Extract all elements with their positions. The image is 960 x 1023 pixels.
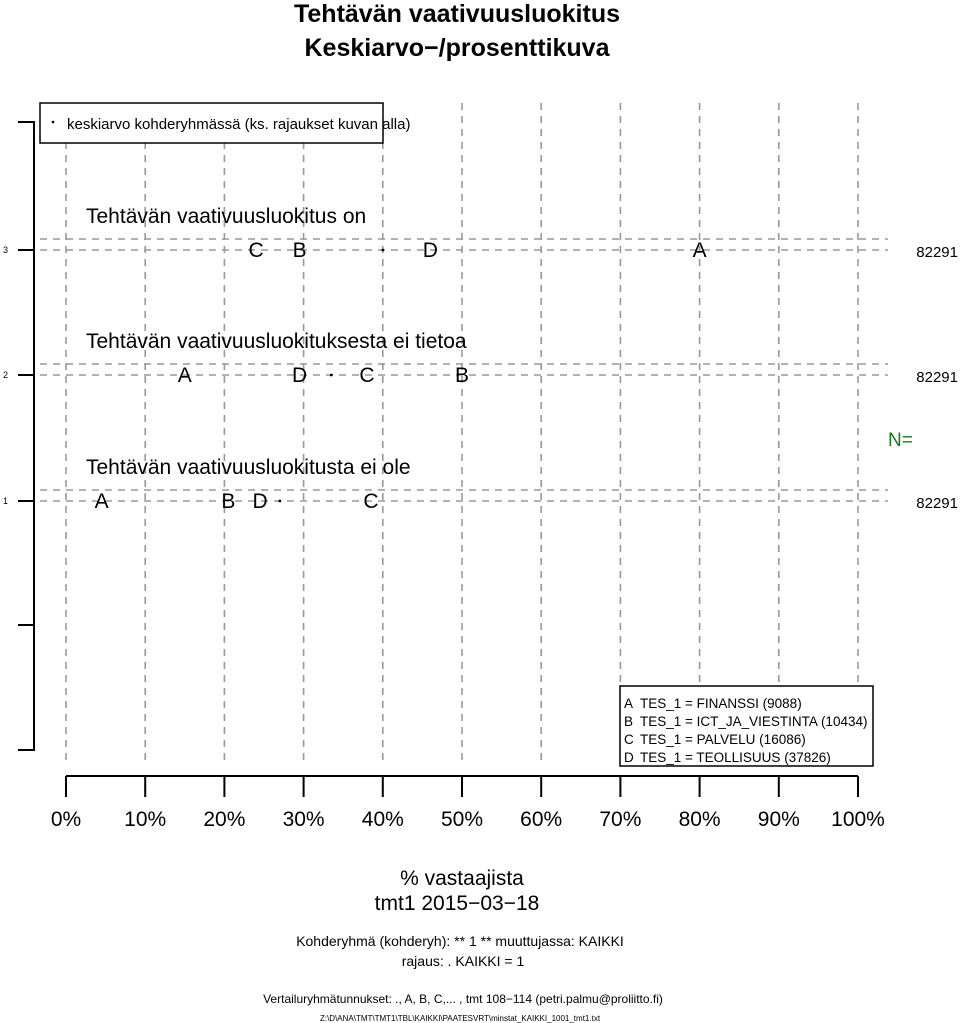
legend-entry: TES_1 = TEOLLISUUS (37826) — [640, 750, 831, 765]
legend-entry: TES_1 = FINANSSI (9088) — [640, 696, 802, 711]
x-tick-label: 20% — [203, 808, 246, 831]
y-tick-label: 3 — [3, 245, 9, 255]
x-tick-label: 70% — [599, 808, 642, 831]
mean-marker-symbol — [52, 121, 55, 124]
left-bracket — [18, 122, 34, 750]
x-tick-label: 100% — [831, 808, 885, 831]
mean-marker — [381, 249, 384, 252]
footer-file-path: Z:\D\ANA\TMT\TMT1\TBL\KAIKKI\PAATESVRT\minstat_KAIKKI_1001_tmt1.txt — [319, 1014, 601, 1023]
data-point-d: D — [422, 239, 438, 262]
data-row — [3, 330, 958, 387]
data-row — [3, 205, 958, 262]
data-point-b: B — [454, 364, 470, 387]
mean-marker — [330, 374, 333, 377]
data-row — [3, 456, 958, 513]
data-rows — [3, 205, 958, 513]
row-label: Tehtävän vaativuusluokituksesta ei tietoa — [86, 330, 467, 353]
n-label: N= — [888, 430, 913, 451]
legend-key: D — [624, 750, 634, 765]
x-tick-label: 50% — [440, 808, 484, 831]
footer-comparison-groups: Vertailuryhmätunnukset: ., A, B, C,... , tmt 108−114 (petri.palmu@proliitto.fi) — [263, 992, 663, 1006]
data-point-c: C — [363, 490, 379, 513]
top-legend-text: keskiarvo kohderyhmässä (ks. rajaukset kuvan alla) — [67, 116, 411, 133]
data-point-a: A — [692, 239, 707, 262]
data-point-a: A — [177, 364, 192, 387]
x-tick-label: 60% — [520, 808, 563, 831]
footer-target-group: Kohderyhmä (kohderyh): ** 1 ** muuttujassa: KAIKKI — [296, 933, 624, 949]
legend-key: A — [624, 696, 634, 711]
x-tick-label: 40% — [361, 808, 404, 831]
x-tick-label: 80% — [678, 808, 721, 831]
legend-key: C — [624, 732, 634, 747]
data-point-b: B — [221, 490, 236, 513]
x-axis-label: % vastaajista — [400, 867, 524, 890]
row-label: Tehtävän vaativuusluokitus on — [86, 205, 367, 228]
chart-title: Tehtävän vaativuusluokitus — [293, 0, 621, 28]
legend-key: B — [624, 714, 634, 729]
x-tick-label: 10% — [124, 808, 167, 831]
chart-subtitle: Keskiarvo−/prosenttikuva — [304, 34, 610, 62]
row-n-value: 82291 — [916, 244, 958, 261]
top-legend-box — [40, 103, 410, 143]
row-label: Tehtävän vaativuusluokitusta ei ole — [86, 456, 411, 479]
x-axis — [51, 776, 885, 831]
y-tick-label: 2 — [3, 370, 9, 380]
x-tick-label: 90% — [757, 808, 800, 831]
left-bracket-path — [18, 122, 34, 750]
group-legend-box — [620, 686, 873, 766]
row-n-value: 82291 — [916, 369, 958, 386]
row-n-value: 82291 — [916, 495, 958, 512]
data-point-c: C — [359, 364, 375, 387]
x-axis-sublabel: tmt1 2015−03−18 — [374, 892, 540, 915]
legend-entry: TES_1 = ICT_JA_VIESTINTA (10434) — [640, 714, 868, 729]
data-point-d: D — [292, 364, 308, 387]
legend-entry: TES_1 = PALVELU (16086) — [640, 732, 806, 747]
x-tick-label: 30% — [282, 808, 325, 831]
data-point-b: B — [292, 239, 307, 262]
mean-marker — [278, 500, 281, 503]
data-point-a: A — [94, 490, 109, 513]
data-point-c: C — [248, 239, 264, 262]
grid-lines — [66, 103, 858, 765]
x-tick-label: 0% — [50, 808, 82, 831]
data-point-d: D — [252, 490, 268, 513]
footer-restriction: rajaus: . KAIKKI = 1 — [401, 953, 525, 969]
y-tick-label: 1 — [3, 496, 9, 506]
